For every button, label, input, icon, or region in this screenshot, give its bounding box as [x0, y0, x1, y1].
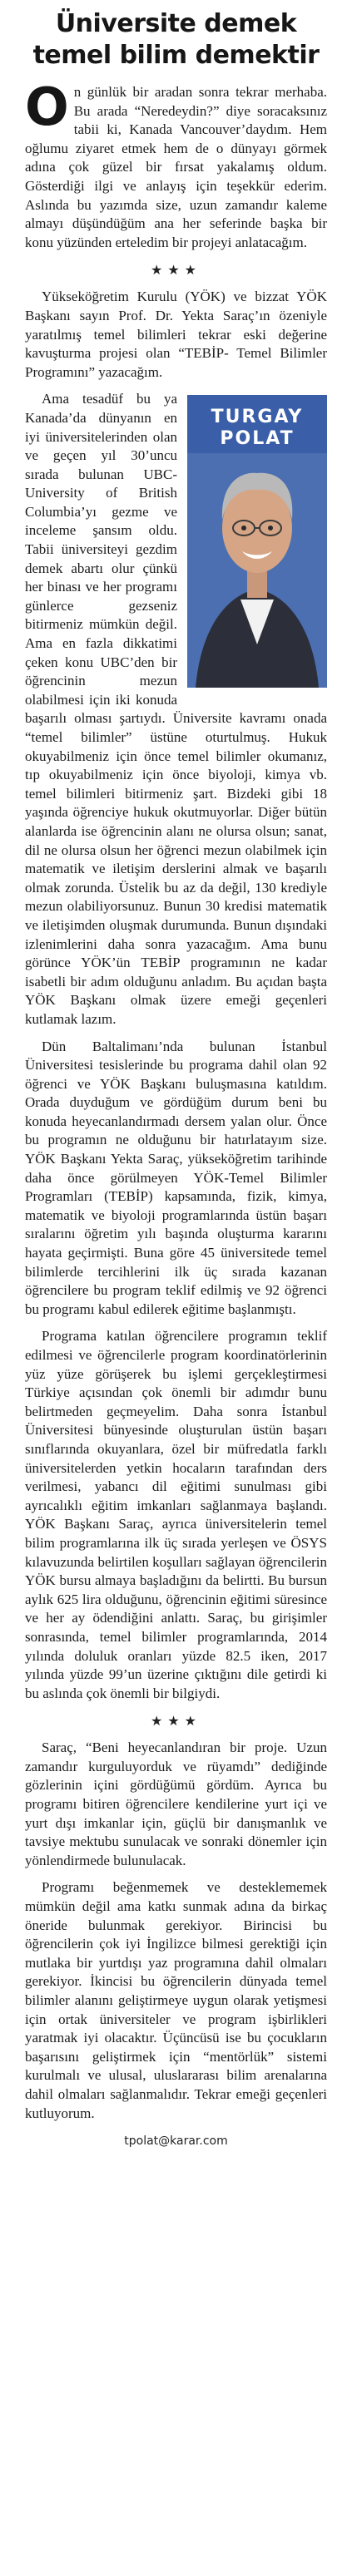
paragraph: Saraç, “Beni heyecanlandıran bir proje. Uzun zamandır kurguluyorduk ve rüyamdı” dediğinde gözlerinin içini gördüğümü gördüm. Ayrıca bu programı bitiren öğrencilere kendilerine yurt içi ve yurt dışı imkanlar için, güçlü bir danışmanlık ve tavsiye mektubu sunulacak ve sonraki dönemler için yönlendirmede bulunulacak. — [25, 1740, 327, 1868]
paragraph: Programa katılan öğrencilere programın teklif edilmesi ve öğrencilerle program koordinatörlerinin yüz yüze görüşerek bu işlemi gerçekleştirmesi Türkiye açısından çok önemli bir adımdır bunu belirtmeden geçmeyelim. Daha sonra İstanbul Üniversitesi bünyesinde oluşturulan üstün başarı sınıflarında okuyanlara, özel bir müfredatla farklı üniversitelerden yetkin hocaların tarafından ders verilmesi, yabancı dil eğitimi sunulması gibi ayrıcalıklı eğitim imkanları sağlanmaya başlandı. YÖK Başkanı Saraç, ayrıca üniversitelerin temel bilim programlarına ilk üç sırada yerleşen ve ÖSYS kılavuzunda belirtilen koşulları sağlayan öğrencilerin YÖK bursu almaya başladığını da belirtti. Bu bursun aylık 625 lira olduğunu, öğrencinin eğitimi süresince ve her ay ödendiğini anlattı. Saraç, bu girişimler sonrasında, temel bilimler programlarında, 2014 yılında doluluk oranları yüzde 82.5 iken, 2017 yılında yüzde 99’un üzerine çıktığını dile getirdi ki bu aslında çok önemli bir bilgiydi. — [25, 1328, 327, 1701]
author-box — [187, 395, 327, 688]
author-name — [187, 407, 327, 450]
author-email[interactable]: tpolat@karar.com — [124, 2134, 228, 2149]
paragraph: Yükseköğretim Kurulu (YÖK) ve bizzat YÖK Başkanı sayın Prof. Dr. Yekta Saraç’ın özeniyle yaratılmış temel bilimleri tekrar eski değerine kavuşturma projesi olan “TEBİP- Temel Bilimler Programını” yazacağım. — [25, 289, 327, 380]
headline-line-2: temel bilim demektir — [32, 41, 320, 70]
paragraph: Ama tesadüf bu ya Kanada’da dünyanın en iyi üniversitelerinden olan ve geçen yıl 30’uncu sırada bulunan UBC- University of British Columbia’yı gezme ve inceleme şansım oldu. Tabii üniversiteyi gezdim demek abartı olur çünkü her binası ve her programı günlerce gezseniz bitirmeniz mümkün değil. Ama en fazla dikkatimi çeken konu UBC’den bir öğrencinin mezun olabilmesi için iki konuda başarılı olması şartıydı. Üniversite kavramı onada “temel bilimler” üstüne oturtulmuş. Hukuk okuyabilmeniz için önce temel bilimler okumanız, tıp okuyabilmeniz için önce biyoloji, kimya vb. temel bilimleri bitirmeniz şart. Bizdeki gibi 18 yaşında öğrenciye hukuk okutmuyorlar. Diğer bütün alanlarda ise öğrencinin alanı ne olursa olsun; sanat, dil ne olursa olsun her öğrenci mezun olabilmek için matematik ve iletişim derslerini almak ve başarılı olmak zorunda. Üstelik bu az da değil, 130 krediyle mezun olabiliyorsunuz. Bunun 30 kredisi matematik ve iletişimden oluşmak durumunda. Bunun dışındaki izlenimlerini daha sonra yazacağım. Ama bunu görünce YÖK’ün TEBİP programının ne kadar isabetli bir adım olduğunu anladım. Bu açıdan başta YÖK Başkanı olmak üzere emeği geçenleri kutlamak lazım. — [25, 391, 327, 1027]
intro-text: n günlük bir aradan sonra tekrar merhaba. Bu arada “Neredeydin?” diye soracaksınız tabii ki, Kanada Vancouver’daydım. Hem oğlumu ziyaret etmek hem de o dünyayı görmek adına çok güzel bir fırsat yakalamış oldum. Gösterdiği ilgi ve anlayış için teşekkür ederim. Aslında bu yazımda size, uzun zamandır kaleme almayı düşündüğüm ana her seferinde başka bir konu yüzünden erteledim bir projeyi anlatacağım. — [25, 84, 327, 250]
author-first-name: TURGAY — [211, 407, 304, 428]
section-separator: ★★★ — [150, 1713, 202, 1730]
headline-line-1: Üniversite demek — [55, 9, 297, 38]
paragraph: Programı beğenmemek ve desteklememek mümkün değil ama katkı sunmak adına da birkaç öneride bulunmak gerekiyor. Birincisi bu öğrencilerin çok iyi İngilizce bilmesi gerektiği için mutlaka bir yurtdışı yaz programına dahil olmaları gerekiyor. İkincisi bu öğrencilerin dünyada temel bilimler alanını geliştirmeye uygun olarak yetişmesi için ortak üniversiteler ve program işbirlikleri yaratmak iyi olacaktır. Üçüncüsü ise bu çocukların başarısını geliştirmek için “mentörlük” sistemi kurulmalı ve ulusal, uluslararası bilim arenalarına dahil olmaları sağlanmalıdır. Tekrar emeği geçenleri kutluyorum. — [25, 1879, 327, 2121]
intro-paragraph — [25, 76, 327, 252]
headline — [25, 8, 327, 72]
drop-cap: O — [25, 76, 69, 137]
paragraph: Dün Baltalimanı’nda bulunan İstanbul Üniversitesi tesislerinde bu programa dahil olan 92 öğrenci ve YÖK Başkanı buluşmasına katıldım. Orada duyduğum ve gördüğüm durum beni bu konuda heyecanlandırmadı dersem yalan olur. Önce bu programın ne olduğunu bir hatırlatayım size. YÖK Başkanı Yekta Saraç, yükseköğretim tarihinde daha önce görülmeyen YÖK-Temel Bilimler Programları (TEBİP) kapsamında, fizik, kimya, matematik ve biyoloji programlarında üstün başarı sıralarını öğretim yılı başında oluşturma kararını hayata geçirmişti. Buna göre 45 üniversitede temel bilimlerde tercihlerini ilk üç sırada kazanan öğrencilere bu program teklif edilmiş ve 92 öğrenci bu programı kabul edilerek eğitime başlanmıştı. — [25, 1038, 327, 1317]
author-last-name: POLAT — [220, 428, 295, 450]
article-body — [25, 76, 327, 2123]
section-separator: ★★★ — [150, 262, 202, 279]
